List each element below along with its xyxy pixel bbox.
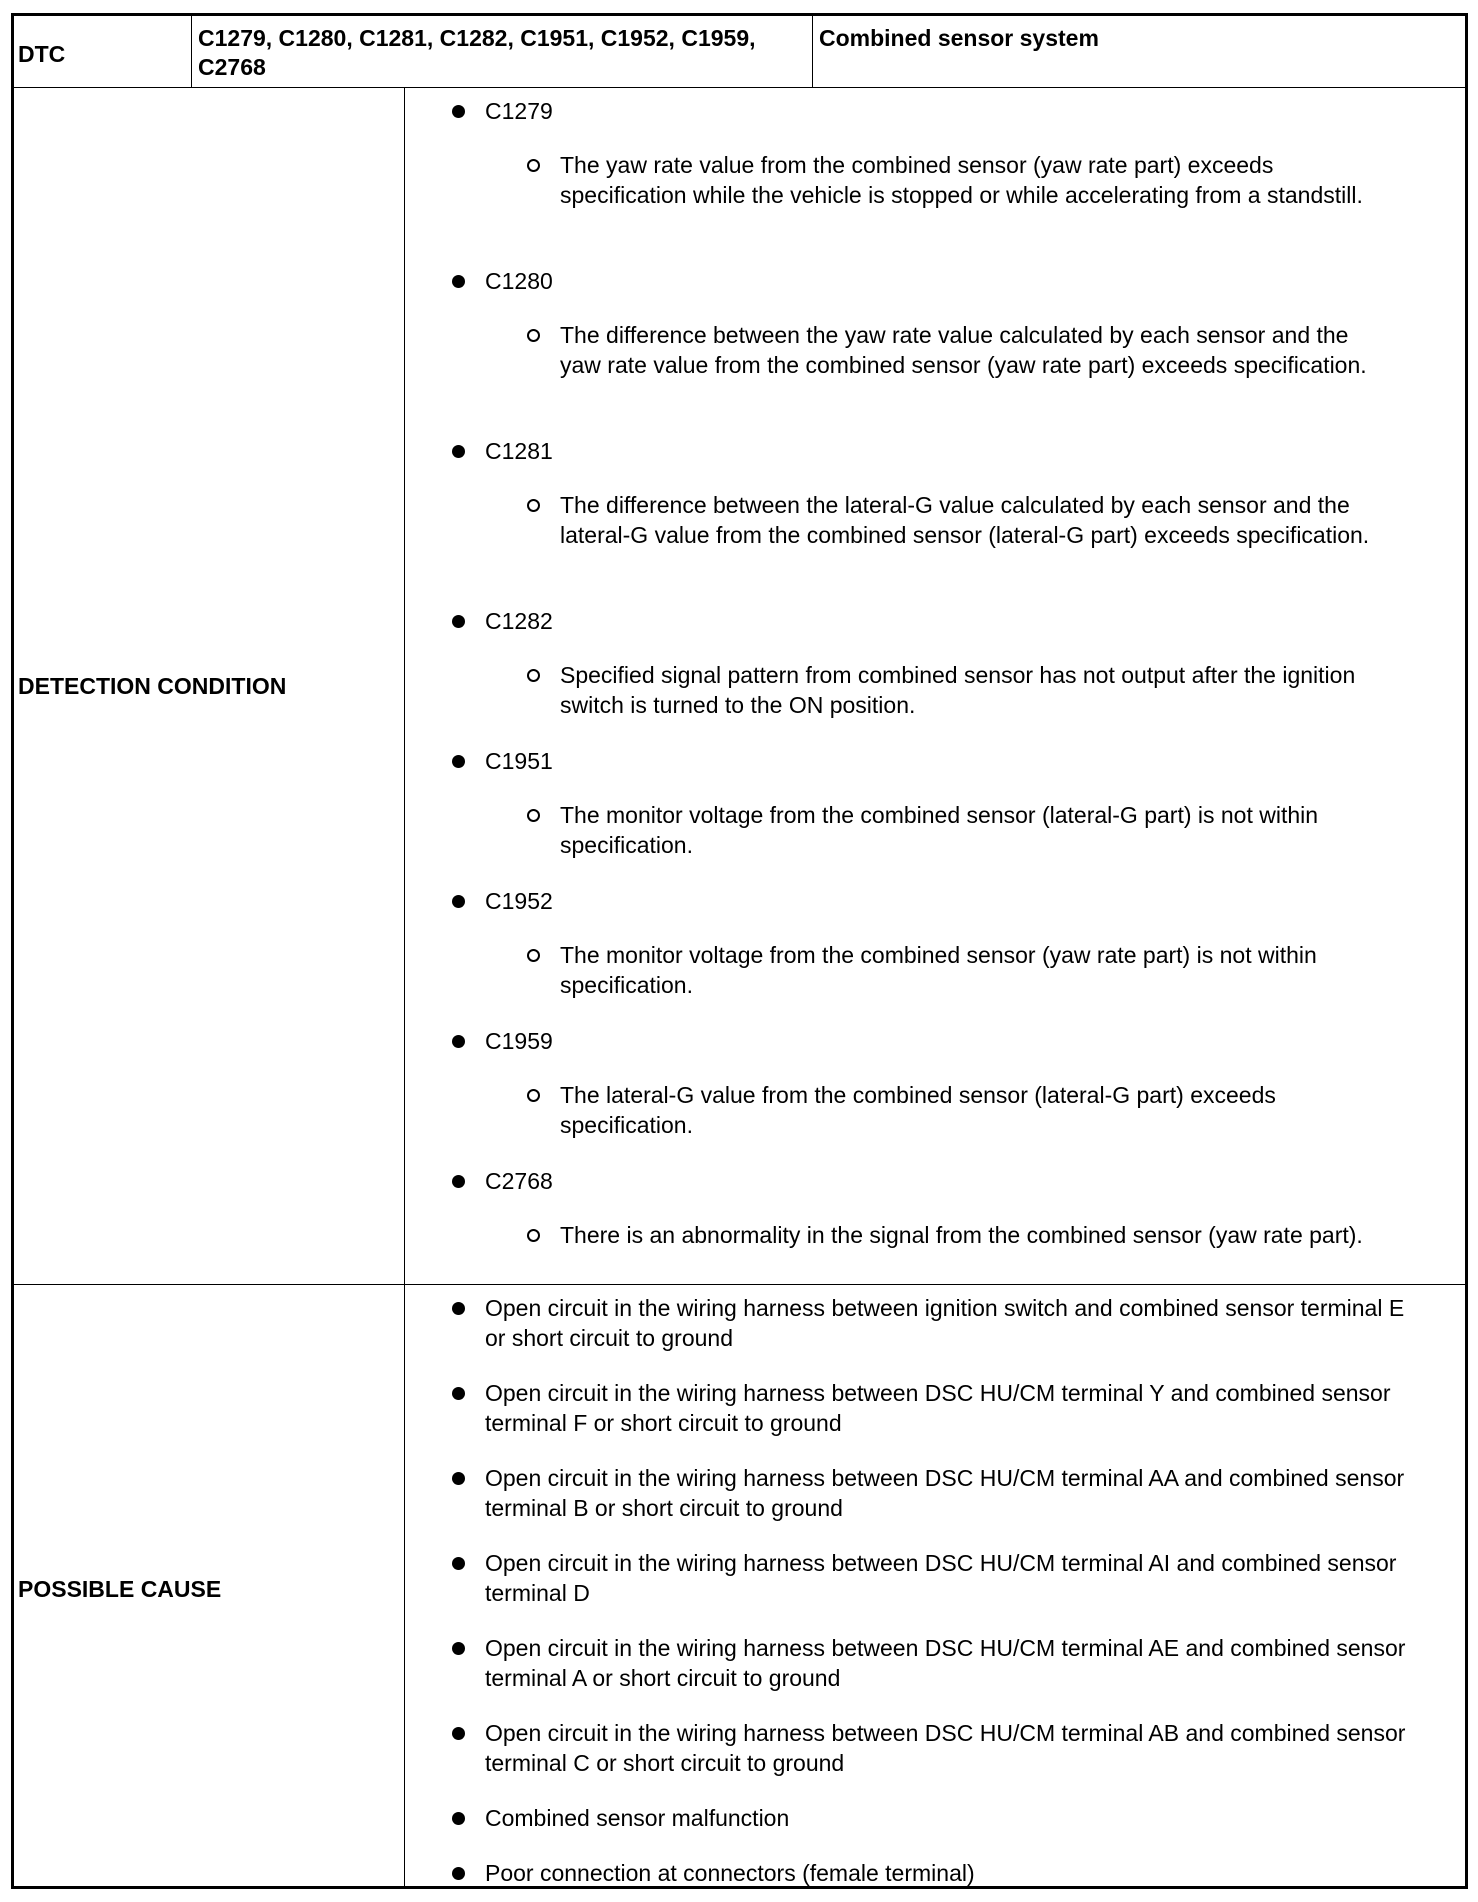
- possible-cause-label: POSSIBLE CAUSE: [18, 1576, 222, 1602]
- detection-code: C1281: [485, 438, 553, 464]
- dtc-codes: C1279, C1280, C1281, C1282, C1951, C1952, C1959, C2768: [198, 25, 756, 80]
- detection-code: C1282: [485, 608, 553, 634]
- circle-bullet-icon: [527, 329, 540, 342]
- circle-bullet-icon: [527, 499, 540, 512]
- bullet-icon: [452, 1557, 465, 1570]
- bullet-icon: [452, 1867, 465, 1880]
- circle-bullet-icon: [527, 809, 540, 822]
- bullet-icon: [452, 1472, 465, 1485]
- detection-code: C1959: [485, 1028, 553, 1054]
- bullet-icon: [452, 1387, 465, 1400]
- bullet-icon: [452, 1812, 465, 1825]
- bullet-icon: [452, 895, 465, 908]
- detection-text: The lateral-G value from the combined sensor (lateral-G part) exceeds specification.: [560, 1082, 1276, 1138]
- bullet-icon: [452, 1175, 465, 1188]
- dtc-label: DTC: [18, 41, 66, 67]
- bullet-icon: [452, 1642, 465, 1655]
- detection-text: There is an abnormality in the signal from the combined sensor (yaw rate part).: [560, 1222, 1363, 1248]
- bullet-icon: [452, 1727, 465, 1740]
- system-name: Combined sensor system: [819, 25, 1099, 51]
- bullet-icon: [452, 1035, 465, 1048]
- header-col-divider-2: [812, 15, 813, 87]
- bullet-icon: [452, 105, 465, 118]
- section-divider: [13, 1284, 1466, 1285]
- circle-bullet-icon: [527, 949, 540, 962]
- detection-code: C1951: [485, 748, 553, 774]
- detection-text: The difference between the lateral-G value calculated by each sensor and the lateral-G value from the combined sensor (lateral-G part) exceeds specification.: [560, 492, 1370, 548]
- detection-code: C1952: [485, 888, 553, 914]
- cause-text: Poor connection at connectors (female terminal): [485, 1860, 975, 1886]
- cause-text: Open circuit in the wiring harness between DSC HU/CM terminal Y and combined sensor terminal F or short circuit to ground: [485, 1380, 1391, 1436]
- bullet-icon: [452, 445, 465, 458]
- detection-text: The monitor voltage from the combined sensor (yaw rate part) is not within specification.: [560, 942, 1317, 998]
- body-col-divider: [404, 88, 405, 1887]
- circle-bullet-icon: [527, 669, 540, 682]
- bullet-icon: [452, 275, 465, 288]
- circle-bullet-icon: [527, 159, 540, 172]
- header-col-divider-1: [191, 15, 192, 87]
- bullet-icon: [452, 1302, 465, 1315]
- detection-text: The monitor voltage from the combined sensor (lateral-G part) is not within specification.: [560, 802, 1319, 858]
- cause-text: Open circuit in the wiring harness between DSC HU/CM terminal AE and combined sensor terminal A or short circuit to ground: [485, 1635, 1406, 1691]
- bullet-icon: [452, 615, 465, 628]
- detection-text: The yaw rate value from the combined sensor (yaw rate part) exceeds specification while the vehicle is stopped or while accelerating from a standstill.: [560, 152, 1363, 208]
- cause-text: Open circuit in the wiring harness between DSC HU/CM terminal AB and combined sensor terminal C or short circuit to ground: [485, 1720, 1406, 1776]
- detection-condition-label: DETECTION CONDITION: [18, 673, 287, 699]
- bullet-icon: [452, 755, 465, 768]
- circle-bullet-icon: [527, 1229, 540, 1242]
- cause-text: Open circuit in the wiring harness between ignition switch and combined sensor terminal E or short circuit to ground: [485, 1295, 1405, 1351]
- detection-code: C1279: [485, 98, 553, 124]
- header-divider: [13, 87, 1466, 88]
- detection-code: C1280: [485, 268, 553, 294]
- cause-text: Open circuit in the wiring harness between DSC HU/CM terminal AI and combined sensor terminal D: [485, 1550, 1397, 1606]
- circle-bullet-icon: [527, 1089, 540, 1102]
- cause-text: Open circuit in the wiring harness between DSC HU/CM terminal AA and combined sensor terminal B or short circuit to ground: [485, 1465, 1405, 1521]
- detection-text: Specified signal pattern from combined sensor has not output after the ignition switch is turned to the ON position.: [560, 662, 1356, 718]
- cause-text: Combined sensor malfunction: [485, 1805, 790, 1831]
- detection-text: The difference between the yaw rate value calculated by each sensor and the yaw rate value from the combined sensor (yaw rate part) exceeds specification.: [560, 322, 1367, 378]
- detection-code: C2768: [485, 1168, 553, 1194]
